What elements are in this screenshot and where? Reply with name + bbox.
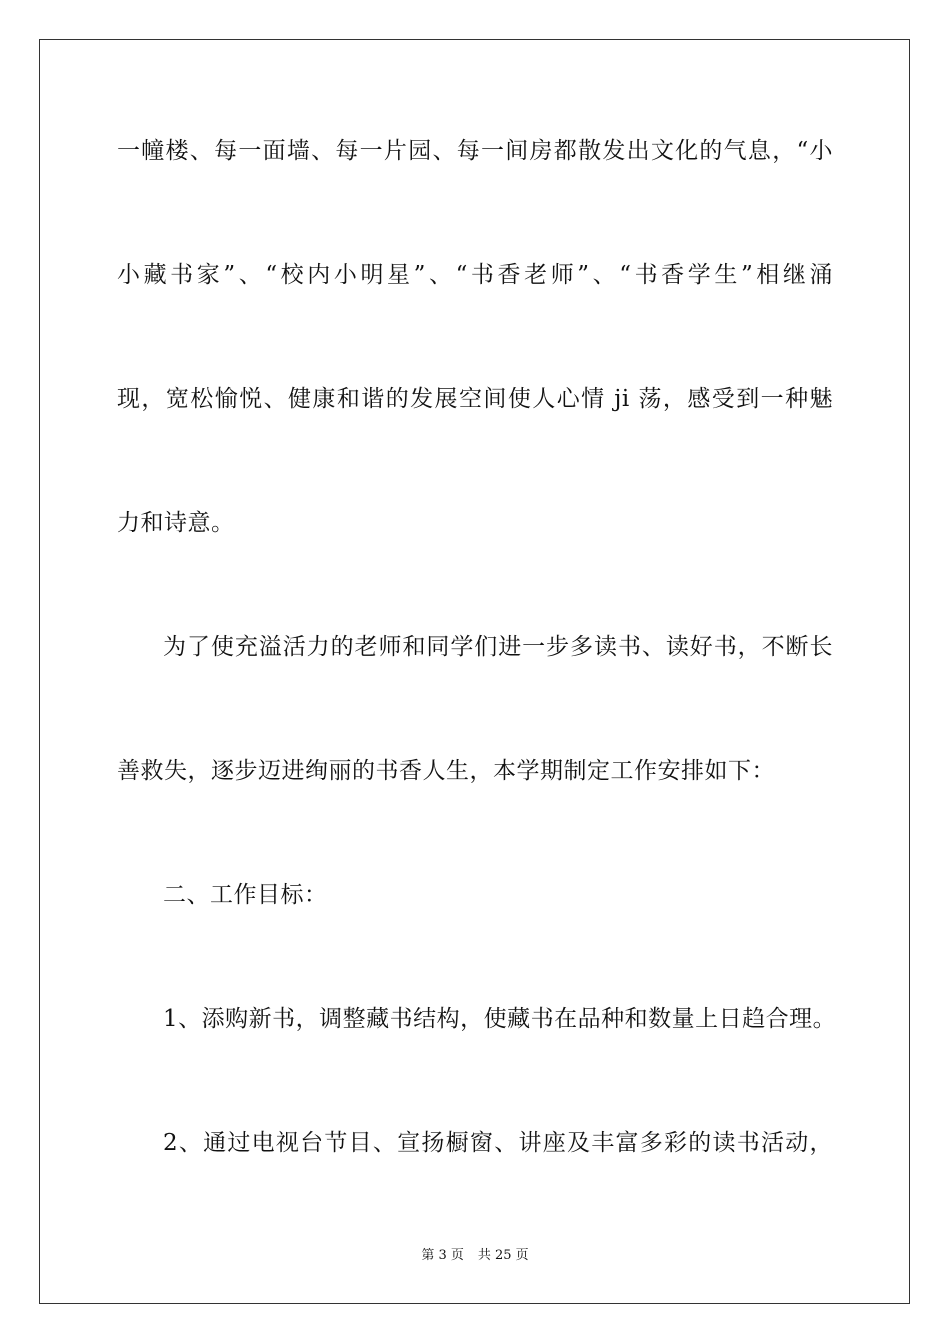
body-text-line: 善救失，逐步迈进绚丽的书香人生，本学期制定工作安排如下： — [117, 758, 775, 784]
page-footer — [0, 1247, 950, 1265]
paragraph-first-line: 为了使充溢活力的老师和同学们进一步多读书、读好书，不断长 — [163, 634, 833, 660]
page-total: 共 25 页 — [477, 1248, 529, 1263]
page-frame — [39, 39, 910, 1304]
page-number: 第 3 页 — [421, 1248, 464, 1263]
body-text-line: 小藏书家”、“校内小明星”、“书香老师”、“书香学生”相继涌 — [117, 262, 833, 288]
list-item: 1、添购新书，调整藏书结构，使藏书在品种和数量上日趋合理。 — [163, 1006, 837, 1032]
body-text-line: 一幢楼、每一面墙、每一片园、每一间房都散发出文化的气息，“小 — [117, 138, 833, 164]
section-heading: 二、工作目标： — [163, 882, 328, 908]
body-text-line: 现，宽松愉悦、健康和谐的发展空间使人心情 ji 荡，感受到一种魅 — [117, 386, 833, 412]
list-item: 2、通过电视台节目、宣扬橱窗、讲座及丰富多彩的读书活动， — [163, 1130, 833, 1156]
body-text-line: 力和诗意。 — [117, 510, 235, 536]
